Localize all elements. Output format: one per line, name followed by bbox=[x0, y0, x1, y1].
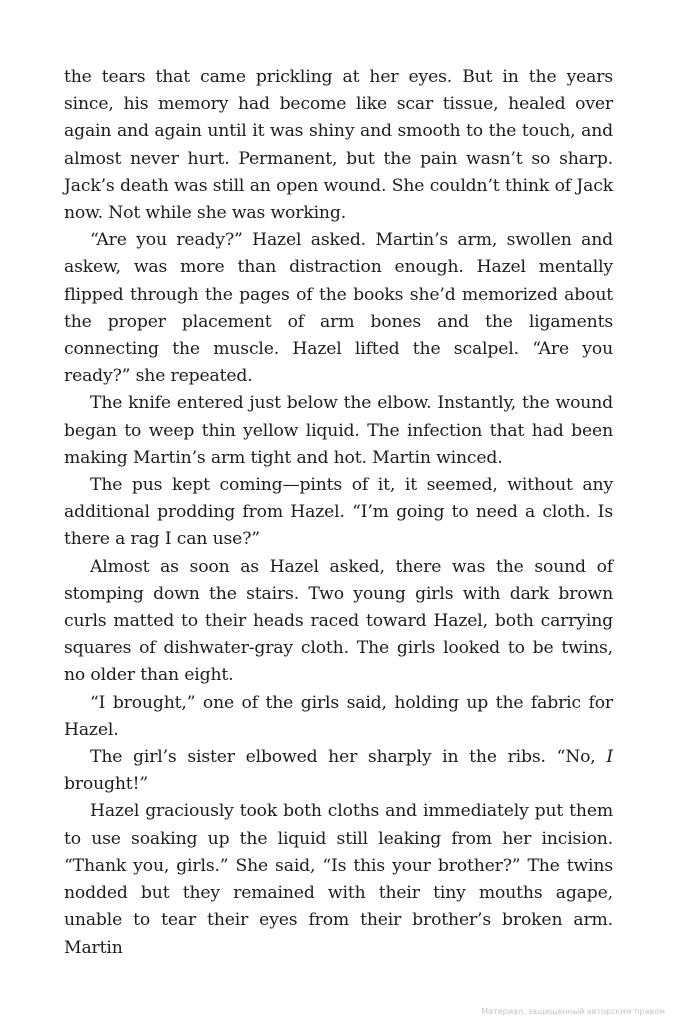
copyright-watermark: Материал, защищенный авторским правом bbox=[481, 1007, 665, 1016]
paragraph: “I brought,” one of the girls said, holding up the fabric for Hazel. bbox=[64, 692, 613, 740]
paragraph-text-before: The girl’s sister elbowed her sharply in the ribs. “No, bbox=[90, 747, 607, 768]
paragraph: Hazel graciously took both cloths and immediately put them to use soaking up the liquid still leaking from her incision. “Thank you, girls.” She said, “Is this your brother?” The twins nodded but they remained with their tiny mouths agape, unable to tear their eyes from their brother’s broken arm. Martin bbox=[64, 801, 613, 958]
paragraph bbox=[64, 744, 613, 798]
paragraph-text-after: brought!” bbox=[64, 774, 148, 795]
italic-emphasis: I bbox=[606, 747, 613, 768]
paragraph-continued: the tears that came prickling at her eyes. But in the years since, his memory had become like scar tissue, healed over again and again until it was shiny and smooth to the touch, and almost never hurt. Permanent, but the pain wasn’t so sharp. Jack’s death was still an open wound. She couldn’t think of Jack now. Not while she was working. bbox=[64, 67, 613, 224]
paragraph: “Are you ready?” Hazel asked. Martin’s arm, swollen and askew, was more than distraction enough. Hazel mentally flipped through the pages of the books she’d memorized about the proper placement of arm bones and the ligaments connecting the muscle. Hazel lifted the scalpel. “Are you ready?” she repeated. bbox=[64, 230, 613, 387]
paragraph: The pus kept coming—pints of it, it seemed, without any additional prodding from Hazel. “I’m going to need a cloth. Is there a rag I can use?” bbox=[64, 475, 613, 550]
paragraph: Almost as soon as Hazel asked, there was the sound of stomping down the stairs. Two young girls with dark brown curls matted to their heads raced toward Hazel, both carrying squares of dishwater-gray cloth. The girls looked to be twins, no older than eight. bbox=[64, 556, 613, 686]
paragraph: The knife entered just below the elbow. Instantly, the wound began to weep thin yellow liquid. The infection that had been making Martin’s arm tight and hot. Martin winced. bbox=[64, 393, 613, 468]
book-page-text bbox=[64, 64, 613, 962]
